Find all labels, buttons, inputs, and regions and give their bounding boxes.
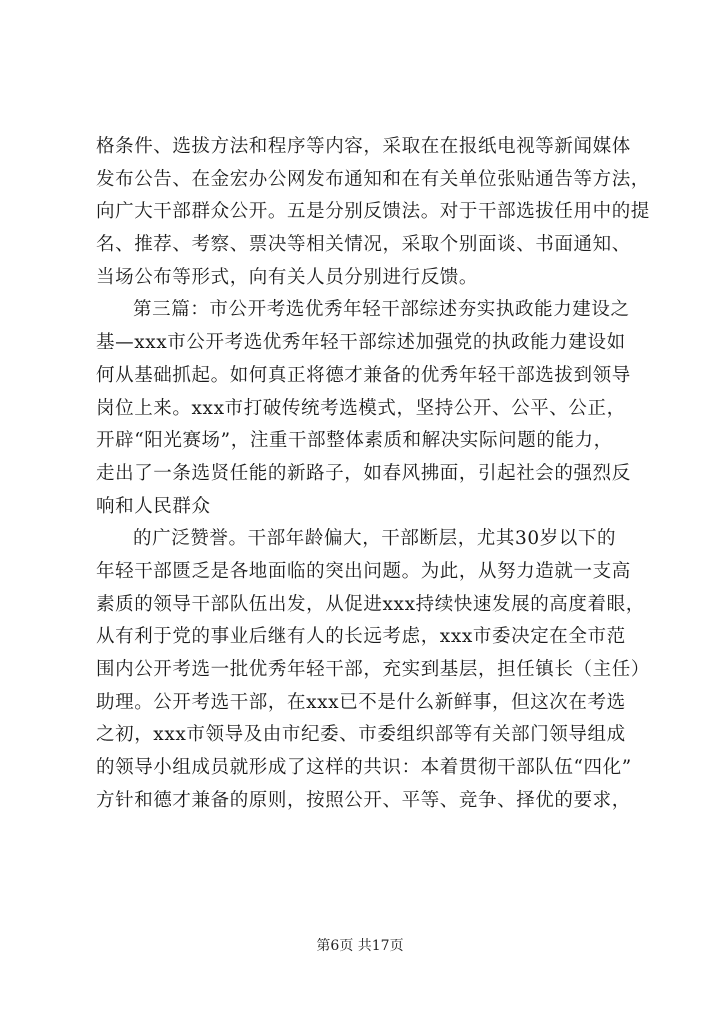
text-line: 向广大干部群众公开。五是分别反馈法。对于干部选拔任用中的提 <box>96 201 650 223</box>
text-line: 响和人民群众 <box>96 495 211 517</box>
text-line: 第三篇：市公开考选优秀年轻干部综述夯实执政能力建设之 <box>133 299 630 321</box>
text-line: 从有利于党的事业后继有人的长远考虑，xxx市委决定在全市范 <box>96 626 626 648</box>
text-line: 围内公开考选一批优秀年轻干部，充实到基层，担任镇长（主任） <box>96 659 650 680</box>
text-line: 何从基础抓起。如何真正将德才兼备的优秀年轻干部选拔到领导 <box>96 364 631 386</box>
text-line: 之初，xxx市领导及由市纪委、市委组织部等有关部门领导组成 <box>96 724 626 746</box>
text-line: 的广泛赞誉。干部年龄偏大，干部断层，尤其30岁以下的 <box>133 528 617 550</box>
text-line: 名、推荐、考察、票决等相关情况，采取个别面谈、书面通知、 <box>96 234 631 256</box>
text-line: 基—xxx市公开考选优秀年轻干部综述加强党的执政能力建设如 <box>96 332 626 354</box>
text-line: 的领导小组成员就形成了这样的共识：本着贯彻干部队伍“四化” <box>96 757 632 779</box>
text-line: 素质的领导干部队伍出发，从促进xxx持续快速发展的高度着眼， <box>96 593 645 615</box>
text-line: 方针和德才兼备的原则，按照公开、平等、竞争、择优的要求， <box>96 789 631 811</box>
text-line: 年轻干部匮乏是各地面临的突出问题。为此，从努力造就一支高 <box>96 560 631 582</box>
text-line: 发布公告、在金宏办公网发布通知和在有关单位张贴通告等方法， <box>96 168 650 190</box>
text-line: 助理。公开考选干部，在xxx已不是什么新鲜事，但这次在考选 <box>96 691 626 713</box>
text-line: 格条件、选拔方法和程序等内容，采取在在报纸电视等新闻媒体 <box>96 136 631 157</box>
page-number-footer: 第6页 共17页 <box>316 938 404 954</box>
text-line: 开辟“阳光赛场”，注重干部整体素质和解决实际问题的能力， <box>96 430 613 452</box>
text-line: 走出了一条选贤任能的新路子，如春风拂面，引起社会的强烈反 <box>96 462 631 484</box>
body-text <box>96 131 656 817</box>
text-line: 当场公布等形式，向有关人员分别进行反馈。 <box>96 266 479 288</box>
text-line: 岗位上来。xxx市打破传统考选模式，坚持公开、公平、公正， <box>96 397 626 419</box>
